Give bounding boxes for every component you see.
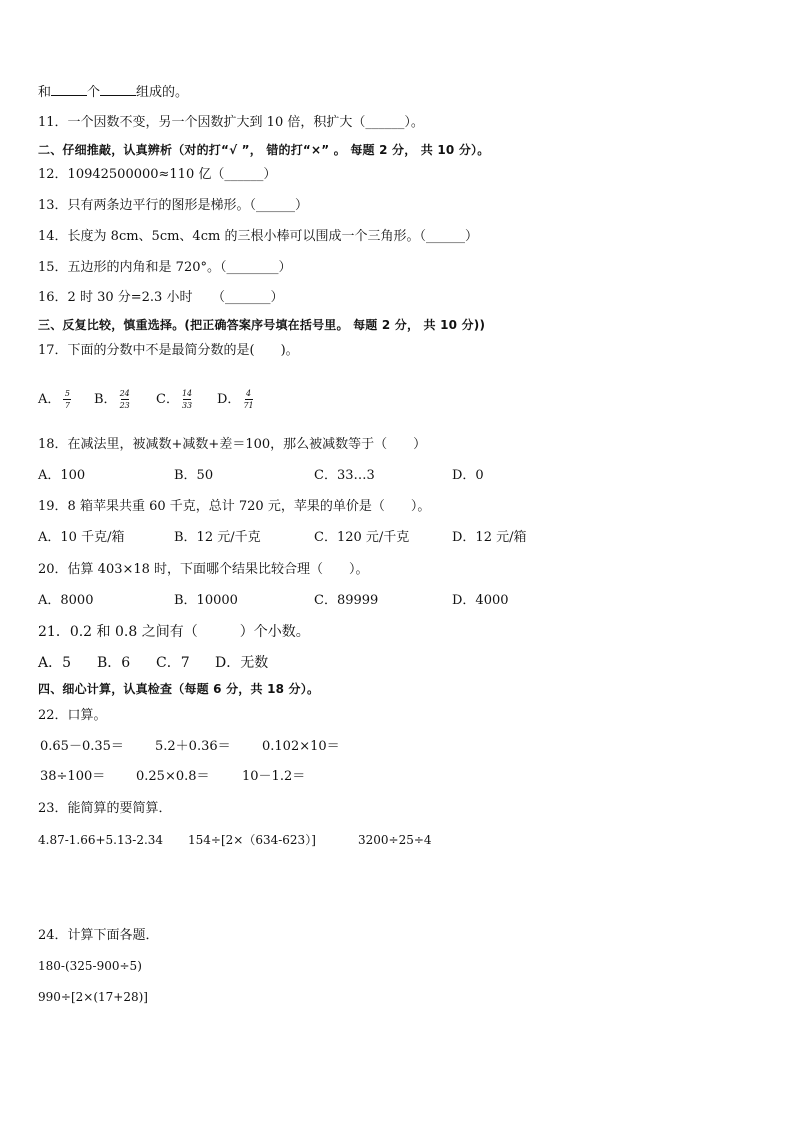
answer-blank[interactable] [51, 83, 87, 96]
option-b[interactable]: B．10000 [174, 593, 238, 608]
question-23: 23．能简算的要简算． [38, 801, 172, 816]
math-item: 5.2＋0.36＝ [155, 739, 231, 754]
text-part: 个 [87, 85, 101, 100]
question-15: 15．五边形的内角和是 720°。（________） [38, 260, 292, 275]
option-c[interactable]: C．120 元/千克 [314, 530, 410, 545]
question-24: 24．计算下面各题． [38, 928, 159, 943]
question-11: 11．一个因数不变，另一个因数扩大到 10 倍，积扩大（______）。 [38, 115, 424, 130]
question-18: 18．在减法里，被减数+减数+差＝100，那么被减数等于（ ） [38, 437, 427, 452]
question-22: 22．口算。 [38, 708, 107, 723]
question-17: 17．下面的分数中不是最简分数的是( )。 [38, 343, 299, 358]
option-d[interactable]: D．4000 [452, 593, 509, 608]
math-item: 38÷100＝ [40, 769, 106, 784]
question-16: 16．2 时 30 分=2.3 小时 （_______） [38, 290, 284, 305]
option-c[interactable]: C． $\frac{14}{33}$ [156, 389, 193, 410]
expression: 4.87-1.66+5.13-2.34 [38, 833, 164, 847]
section-3-heading: 三、反复比较，慎重选择。(把正确答案序号填在括号里。 每题 2 分， 共 10 分)) [38, 318, 486, 332]
option-d[interactable]: D． $\frac{4}{71}$ [217, 389, 254, 410]
option-d[interactable]: D．无数 [215, 655, 269, 671]
math-item: 0.65－0.35＝ [40, 739, 124, 754]
fraction: $\frac{24}{23}$ [119, 389, 130, 410]
fraction: $\frac{4}{71}$ [243, 389, 254, 410]
text-part: 和 [38, 85, 52, 100]
option-a[interactable]: A． $\frac{5}{7}$ [38, 389, 70, 410]
line-continuation [38, 83, 188, 101]
expression: 154÷[2×（634-623）] [188, 833, 316, 847]
section-4-heading: 四、细心计算，认真检查（每题 6 分，共 18 分）。 [38, 682, 320, 696]
expression: 990÷[2×(17+28)] [38, 990, 148, 1004]
section-2-heading: 二、仔细推敲，认真辨析（对的打“√ ”， 错的打“×” 。 每题 2 分， 共 10 分）。 [38, 143, 490, 157]
question-14: 14．长度为 8cm、5cm、4cm 的三根小棒可以围成一个三角形。（______） [38, 229, 478, 244]
option-a[interactable]: A．10 千克/箱 [38, 530, 125, 545]
option-a[interactable]: A．5 [38, 655, 72, 671]
option-c[interactable]: C．89999 [314, 593, 379, 608]
text-part: 组成的。 [136, 85, 189, 100]
option-b[interactable]: B．50 [174, 468, 214, 483]
math-item: 10－1.2＝ [242, 769, 306, 784]
option-c[interactable]: C．33…3 [314, 468, 375, 483]
option-b[interactable]: B．6 [97, 655, 131, 671]
fraction: $\frac{14}{33}$ [181, 389, 193, 410]
math-item: 0.102×10＝ [262, 739, 340, 754]
question-21: 21．0.2 和 0.8 之间有（ ）个小数。 [38, 624, 310, 640]
option-b[interactable]: B． $\frac{24}{23}$ [94, 389, 130, 410]
question-19: 19．8 箱苹果共重 60 千克，总计 720 元，苹果的单价是（ ）。 [38, 499, 431, 514]
expression: 3200÷25÷4 [358, 833, 432, 847]
option-d[interactable]: D．12 元/箱 [452, 530, 527, 545]
option-a[interactable]: A．8000 [38, 593, 94, 608]
option-b[interactable]: B．12 元/千克 [174, 530, 261, 545]
math-item: 0.25×0.8＝ [136, 769, 210, 784]
option-d[interactable]: D．0 [452, 468, 484, 483]
question-12: 12．10942500000≈110 亿（______） [38, 167, 277, 182]
expression: 180-(325-900÷5) [38, 959, 142, 973]
option-a[interactable]: A．100 [38, 468, 86, 483]
question-20: 20．估算 403×18 时，下面哪个结果比较合理（ ）。 [38, 562, 369, 577]
answer-blank[interactable] [100, 83, 136, 96]
question-13: 13．只有两条边平行的图形是梯形。（______） [38, 198, 309, 213]
fraction: $\frac{5}{7}$ [64, 389, 70, 410]
option-c[interactable]: C．7 [156, 655, 190, 671]
